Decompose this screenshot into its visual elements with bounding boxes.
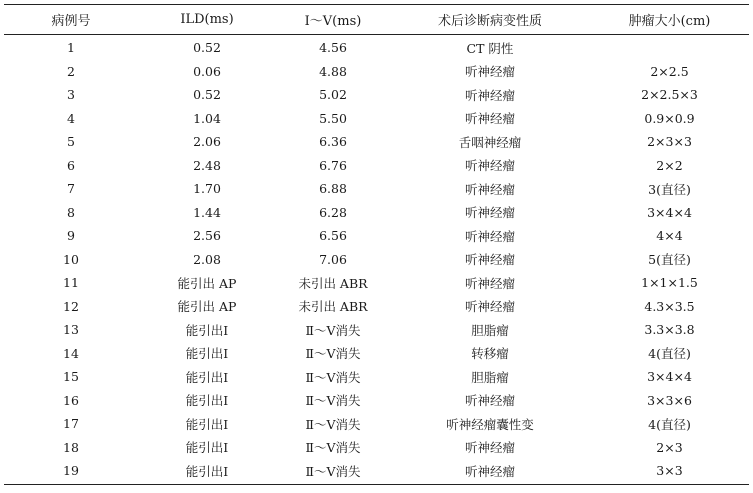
- cell-i-v-interval: 6.88: [319, 181, 347, 197]
- cell-i-v-interval: 5.02: [319, 87, 347, 103]
- cell-diagnosis: 听神经瘤: [464, 87, 515, 103]
- cell-diagnosis: 听神经瘤: [464, 181, 515, 197]
- cell-tumor-size: 2×2.5: [650, 63, 689, 79]
- cell-diagnosis: 转移瘤: [471, 346, 509, 362]
- cell-diagnosis: 听神经瘤: [464, 299, 515, 315]
- table-row: [4, 365, 749, 389]
- table-row: [4, 36, 749, 60]
- cell-i-v-interval: 4.56: [319, 40, 347, 56]
- cell-tumor-size: 2×2.5×3: [641, 87, 698, 103]
- cell-tumor-size: 4.3×3.5: [644, 298, 695, 314]
- cell-case-number: 7: [67, 181, 75, 197]
- data-table: [4, 4, 749, 485]
- cell-i-v-interval: 5.50: [319, 110, 347, 126]
- cell-tumor-size: 1×1×1.5: [641, 275, 698, 291]
- cell-ild: 能引出Ⅰ: [185, 369, 229, 385]
- cell-ild: 2.08: [193, 251, 221, 267]
- cell-ild: 能引出 AP: [177, 275, 237, 291]
- cell-diagnosis: CT 阴性: [466, 40, 514, 56]
- cell-diagnosis: 听神经瘤: [464, 158, 515, 174]
- table-row: [4, 342, 749, 366]
- cell-ild: 能引出Ⅰ: [185, 440, 229, 456]
- header-i-v-interval: Ⅰ～Ⅴ(ms): [304, 14, 362, 29]
- cell-diagnosis: 听神经瘤: [464, 64, 515, 80]
- cell-diagnosis: 听神经瘤: [464, 463, 515, 479]
- cell-i-v-interval: 6.76: [319, 157, 347, 173]
- table-row: [4, 83, 749, 107]
- cell-diagnosis: 舌咽神经瘤: [458, 134, 522, 150]
- table-row: [4, 271, 749, 295]
- cell-diagnosis: 胆脂瘤: [471, 369, 509, 385]
- cell-i-v-interval: 7.06: [319, 251, 347, 267]
- table-row: [4, 436, 749, 460]
- cell-case-number: 14: [63, 345, 79, 361]
- cell-diagnosis: 胆脂瘤: [471, 322, 509, 338]
- header-ild: ILD(ms): [180, 12, 234, 27]
- cell-tumor-size: 3.3×3.8: [644, 322, 695, 338]
- cell-i-v-interval: Ⅱ～Ⅴ消失: [305, 393, 361, 409]
- cell-ild: 能引出Ⅰ: [185, 322, 229, 338]
- cell-case-number: 3: [67, 87, 75, 103]
- cell-i-v-interval: 未引出 ABR: [298, 299, 368, 315]
- cell-diagnosis: 听神经瘤囊性变: [446, 416, 534, 432]
- header-row: [4, 5, 749, 34]
- cell-case-number: 13: [63, 322, 79, 338]
- table-row: [4, 130, 749, 154]
- cell-ild: 0.06: [193, 63, 221, 79]
- cell-ild: 能引出Ⅰ: [185, 346, 229, 362]
- cell-i-v-interval: 6.36: [319, 134, 347, 150]
- cell-tumor-size: 4(直径): [648, 346, 691, 362]
- table-row: [4, 389, 749, 413]
- table-row: [4, 60, 749, 84]
- cell-i-v-interval: 6.56: [319, 228, 347, 244]
- cell-diagnosis: 听神经瘤: [464, 440, 515, 456]
- cell-ild: 0.52: [193, 40, 221, 56]
- header-diagnosis: 术后诊断病变性质: [437, 14, 542, 29]
- cell-diagnosis: 听神经瘤: [464, 252, 515, 268]
- table-row: [4, 248, 749, 272]
- table-row: [4, 177, 749, 201]
- cell-tumor-size: 3×4×4: [647, 204, 692, 220]
- cell-diagnosis: 听神经瘤: [464, 393, 515, 409]
- cell-ild: 能引出Ⅰ: [185, 416, 229, 432]
- cell-i-v-interval: Ⅱ～Ⅴ消失: [305, 369, 361, 385]
- cell-case-number: 5: [67, 134, 75, 150]
- cell-case-number: 10: [63, 251, 79, 267]
- cell-case-number: 12: [63, 298, 79, 314]
- cell-i-v-interval: Ⅱ～Ⅴ消失: [305, 346, 361, 362]
- cell-case-number: 2: [67, 63, 75, 79]
- header-case-number: 病例号: [51, 14, 91, 29]
- cell-ild: 0.52: [193, 87, 221, 103]
- cell-case-number: 19: [63, 463, 79, 479]
- cell-ild: 能引出Ⅰ: [185, 393, 229, 409]
- table-row: [4, 107, 749, 131]
- header-tumor-size: 肿瘤大小(cm): [628, 14, 711, 29]
- cell-ild: 能引出 AP: [177, 299, 237, 315]
- table-row: [4, 295, 749, 319]
- table-row: [4, 412, 749, 436]
- table-row: [4, 224, 749, 248]
- cell-tumor-size: 2×3: [656, 439, 683, 455]
- cell-tumor-size: 4×4: [656, 228, 683, 244]
- cell-case-number: 15: [63, 369, 79, 385]
- cell-ild: 2.48: [193, 157, 221, 173]
- table-body: [4, 35, 749, 484]
- cell-ild: 2.06: [193, 134, 221, 150]
- table-row: [4, 318, 749, 342]
- cell-diagnosis: 听神经瘤: [464, 228, 515, 244]
- cell-tumor-size: 4(直径): [648, 416, 691, 432]
- cell-case-number: 11: [63, 275, 79, 291]
- cell-tumor-size: 3×3: [656, 463, 683, 479]
- table-row: [4, 154, 749, 178]
- cell-i-v-interval: 未引出 ABR: [298, 275, 368, 291]
- table-row: [4, 459, 749, 483]
- cell-case-number: 16: [63, 392, 79, 408]
- bottom-rule: [4, 484, 749, 485]
- cell-ild: 1.44: [193, 204, 221, 220]
- cell-diagnosis: 听神经瘤: [464, 205, 515, 221]
- cell-i-v-interval: 6.28: [319, 204, 347, 220]
- cell-tumor-size: 2×2: [656, 157, 683, 173]
- cell-ild: 能引出Ⅰ: [185, 463, 229, 479]
- cell-case-number: 17: [63, 416, 79, 432]
- cell-tumor-size: 3×3×6: [647, 392, 692, 408]
- cell-tumor-size: 2×3×3: [647, 134, 692, 150]
- cell-i-v-interval: Ⅱ～Ⅴ消失: [305, 322, 361, 338]
- cell-ild: 1.04: [193, 110, 221, 126]
- cell-case-number: 8: [67, 204, 75, 220]
- cell-tumor-size: 5(直径): [648, 252, 691, 268]
- cell-case-number: 18: [63, 439, 79, 455]
- cell-ild: 1.70: [193, 181, 221, 197]
- table-row: [4, 201, 749, 225]
- cell-tumor-size: 3×4×4: [647, 369, 692, 385]
- cell-diagnosis: 听神经瘤: [464, 111, 515, 127]
- cell-i-v-interval: Ⅱ～Ⅴ消失: [305, 440, 361, 456]
- cell-i-v-interval: 4.88: [319, 63, 347, 79]
- cell-case-number: 1: [67, 40, 75, 56]
- cell-ild: 2.56: [193, 228, 221, 244]
- cell-tumor-size: 0.9×0.9: [644, 110, 695, 126]
- cell-tumor-size: 3(直径): [648, 181, 691, 197]
- cell-i-v-interval: Ⅱ～Ⅴ消失: [305, 463, 361, 479]
- cell-case-number: 6: [67, 157, 75, 173]
- cell-case-number: 4: [67, 110, 75, 126]
- cell-i-v-interval: Ⅱ～Ⅴ消失: [305, 416, 361, 432]
- cell-diagnosis: 听神经瘤: [464, 275, 515, 291]
- cell-case-number: 9: [67, 228, 75, 244]
